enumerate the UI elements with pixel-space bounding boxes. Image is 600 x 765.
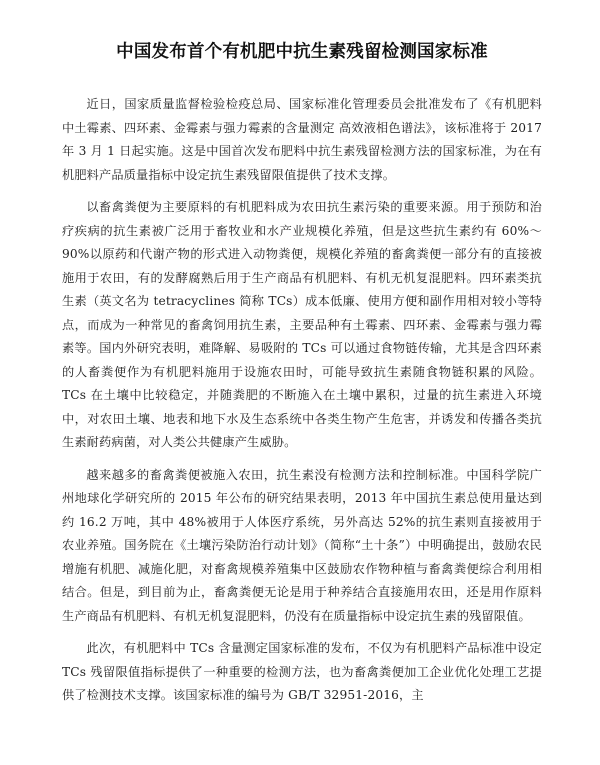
article-title: 中国发布首个有机肥中抗生素残留检测国家标准 xyxy=(116,42,488,62)
paragraph-3: 越来越多的畜禽粪便被施入农田，抗生素没有检测方法和控制标准。中国科学院广州地球化学研究所的 2015 年公布的研究结果表明，2013 年中国抗生素总使用量达到约 16.2 万吨，其中 48%被用于人体医疗系统，另外高达 52%的抗生素则直接被用于农业养殖。国务院在《土壤污染防治行动计划》（简称“土十条”）中明确提出，鼓励农民增施有机肥、减施化肥，对畜禽规模养殖集中区鼓励农作物种植与畜禽粪便综合利用相结合。但是，到目前为止，畜禽粪便无论是用于种养结合直接施用农田，还是用作原料生产商品有机肥料、有机无机复混肥料，仍没有在质量指标中设定抗生素的残留限值。 xyxy=(62,467,542,623)
paragraph-2: 以畜禽粪便为主要原料的有机肥料成为农田抗生素污染的重要来源。用于预防和治疗疾病的抗生素被广泛用于畜牧业和水产业规模化养殖，但是这些抗生素约有 60%～90%以原药和代谢产物的形式进入动物粪便，规模化养殖的畜禽粪便一部分有的直接被施用于农田，有的发酵腐熟后用于生产商品有机肥料、有机无机复混肥料。四环素类抗生素（英文名为 tetracyclines 简称 TCs）成本低廉、使用方便和副作用相对较小等特点，而成为一种常见的畜禽饲用抗生素，主要品种有土霉素、四环素、金霉素与强力霉素等。国内外研究表明，难降解、易吸附的 TCs 可以通过食物链传输，尤其是含四环素的人畜粪便作为有机肥料施用于设施农田时，可能导致抗生素随食物链积累的风险。TCs 在土壤中比较稳定，并随粪肥的不断施入在土壤中累积，过量的抗生素进入环境中，对农田土壤、地表和地下水及生态系统中各类生物产生危害，并诱发和传播各类抗生素耐药病菌，对人类公共健康产生威胁。 xyxy=(62,200,542,449)
paragraph-1: 近日，国家质量监督检验检疫总局、国家标准化管理委员会批准发布了《有机肥料中土霉素、四环素、金霉素与强力霉素的含量测定 高效液相色谱法》，该标准将于 2017 年 3 月 1 日起实施。这是中国首次发布肥料中抗生素残留检测方法的国家标准，为在有机肥料产品质量指标中设定抗生素残留限值提供了技术支撑。 xyxy=(62,97,542,182)
paragraph-4: 此次，有机肥料中 TCs 含量测定国家标准的发布，不仅为有机肥料产品标准中设定 TCs 残留限值指标提供了一种重要的检测方法，也为畜禽粪便加工企业优化处理工艺提供了检测技术支撑。该国家标准的编号为 GB/T 32951-2016，主 xyxy=(62,641,542,702)
